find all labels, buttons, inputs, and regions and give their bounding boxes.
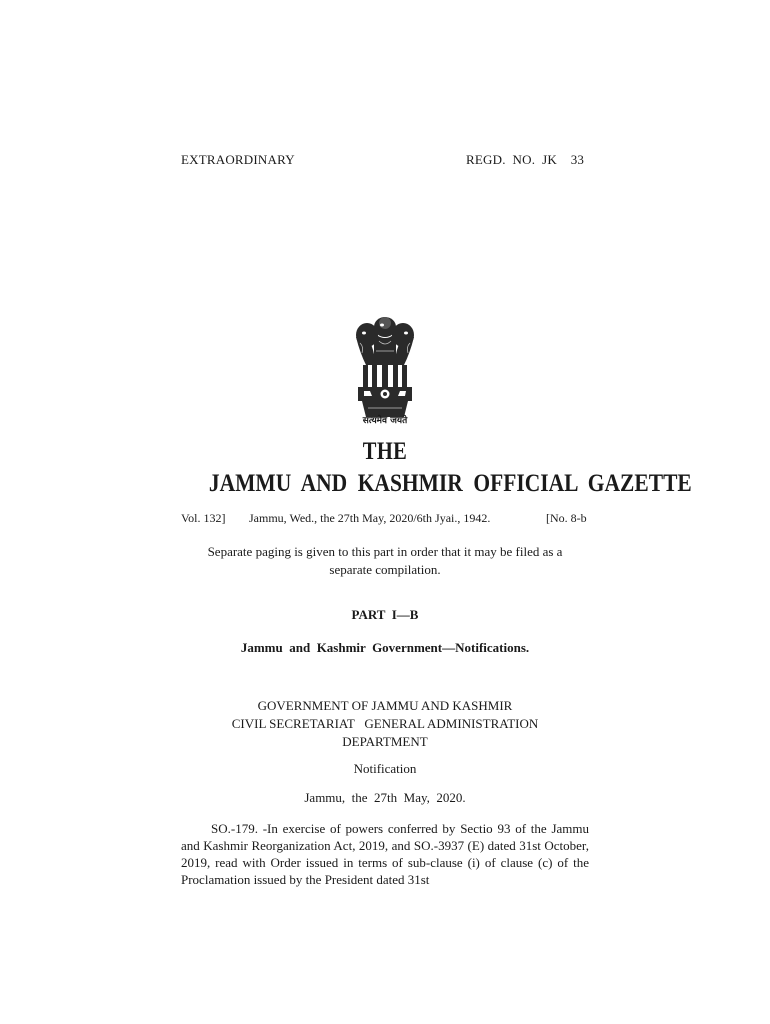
part-label: PART I—B bbox=[351, 607, 419, 622]
header-extraordinary: EXTRAORDINARY bbox=[181, 152, 295, 167]
issue-number: [No. 8-b bbox=[546, 511, 587, 525]
notification-body: SO.-179. -In exercise of powers conferred by Sectio 93 of the Jammu and Kashmir Reorganization Act, 2019, and SO.-3937 (E) dated 31st October, 2019, read with Order issued in terms of sub-clause (i) of clause (c) of the Proclamation issued by the President dated 31st bbox=[181, 821, 589, 887]
volume-number: Vol. 132] bbox=[181, 511, 226, 525]
gazette-title: JAMMU AND KASHMIR OFFICIAL GAZETTE bbox=[208, 470, 692, 497]
notification-place-date: Jammu, the 27th May, 2020. bbox=[304, 790, 466, 805]
paging-note-line-1: Separate paging is given to this part in order that it may be filed as a bbox=[207, 544, 563, 559]
issuer-line-2: CIVIL SECRETARIAT GENERAL ADMINISTRATION bbox=[231, 716, 539, 731]
emblem-motto: सत्यमेव जयते bbox=[362, 416, 408, 426]
header-regd-no: REGD. NO. JK 33 bbox=[466, 152, 585, 167]
paging-note-line-2: separate compilation. bbox=[329, 562, 441, 577]
notification-heading: Notification bbox=[353, 761, 417, 776]
issuer-line-3: DEPARTMENT bbox=[342, 734, 428, 749]
issue-date: Jammu, Wed., the 27th May, 2020/6th Jyai., 1942. bbox=[249, 511, 491, 525]
part-subtitle: Jammu and Kashmir Government—Notifications. bbox=[240, 640, 530, 655]
gazette-title-the: THE bbox=[362, 438, 408, 465]
issuer-line-1: GOVERNMENT OF JAMMU AND KASHMIR bbox=[257, 698, 513, 713]
